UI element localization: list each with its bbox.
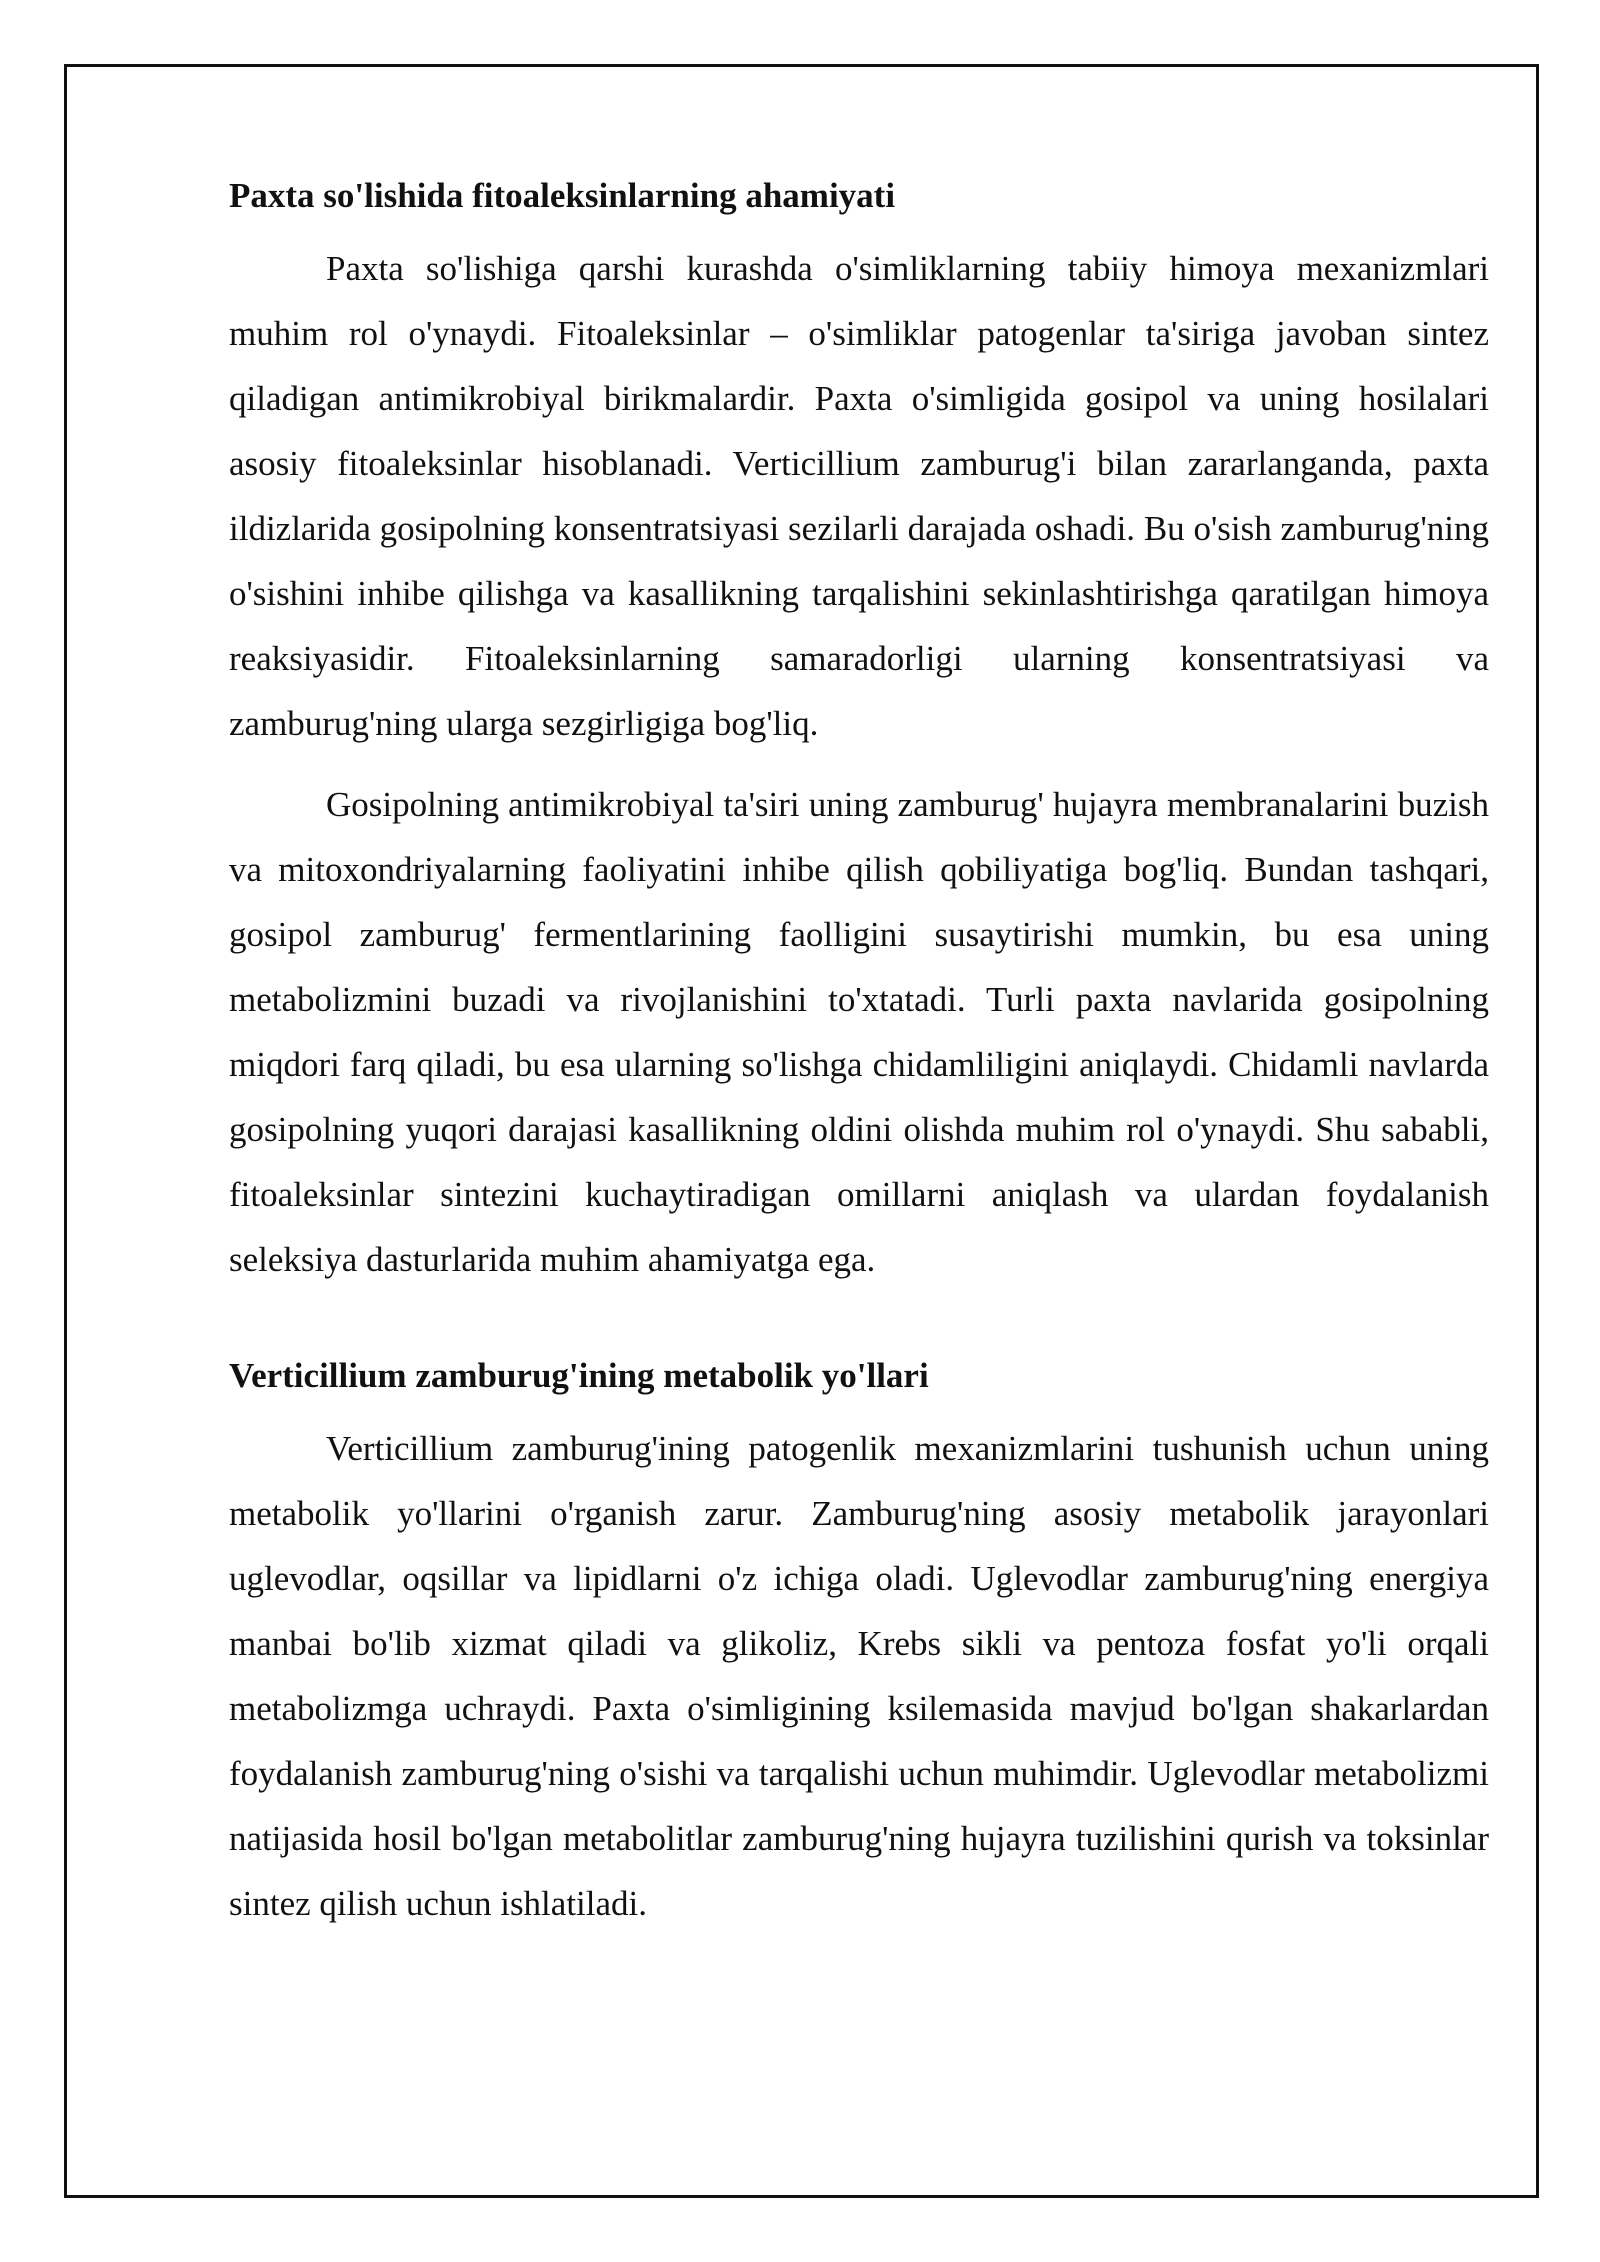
paragraph: Gosipolning antimikrobiyal ta'siri uning zamburug' hujayra membranalarini buzish va mitoxondriyalarning faoliyatini inhibe qilish qobiliyatiga bog'liq. Bundan tashqari, gosipol zamburug' fermentlarining faolligini susaytirishi mumkin, bu esa uning metabolizmini buzadi va rivojlanishini to'xtatadi. Turli paxta navlarida gosipolning miqdori farq qiladi, bu esa ularning so'lishga chidamliligini aniqlaydi. Chidamli navlarda gosipolning yuqori darajasi kasallikning oldini olishda muhim rol o'ynaydi. Shu sababli, fitoaleksinlar sintezini kuchaytiradigan omillarni aniqlash va ulardan foydalanish seleksiya dasturlarida muhim ahamiyatga ega. (229, 785, 1489, 1279)
section-heading-fitoaleksinlar: Paxta so'lishida fitoaleksinlarning ahamiyati (229, 176, 896, 215)
paragraph: Paxta so'lishiga qarshi kurashda o'simliklarning tabiiy himoya mexanizmlari muhim rol o'ynaydi. Fitoaleksinlar – o'simliklar patogenlar ta'siriga javoban sintez qiladigan antimikrobiyal birikmalardir. Paxta o'simligida gosipol va uning hosilalari asosiy fitoaleksinlar hisoblanadi. Verticillium zamburug'i bilan zararlanganda, paxta ildizlarida gosipolning konsentratsiyasi sezilarli darajada oshadi. Bu o'sish zamburug'ning o'sishini inhibe qilishga va kasallikning tarqalishini sekinlashtirishga qaratilgan himoya reaksiyasidir. Fitoaleksinlarning samaradorligi ularning konsentratsiyasi va zamburug'ning ularga sezgirligiga bog'liq. (229, 249, 1489, 743)
paragraph: Verticillium zamburug'ining patogenlik mexanizmlarini tushunish uchun uning metabolik yo'llarini o'rganish zarur. Zamburug'ning asosiy metabolik jarayonlari uglevodlar, oqsillar va lipidlarni o'z ichiga oladi. Uglevodlar zamburug'ning energiya manbai bo'lib xizmat qiladi va glikoliz, Krebs sikli va pentoza fosfat yo'li orqali metabolizmga uchraydi. Paxta o'simligining ksilemasida mavjud bo'lgan shakarlardan foydalanish zamburug'ning o'sishi va tarqalishi uchun muhimdir. Uglevodlar metabolizmi natijasida hosil bo'lgan metabolitlar zamburug'ning hujayra tuzilishini qurish va toksinlar sintez qilish uchun ishlatiladi. (229, 1429, 1489, 1923)
section-heading-metabolik-yollar: Verticillium zamburug'ining metabolik yo'llari (229, 1356, 929, 1395)
document-body (229, 172, 1489, 1952)
